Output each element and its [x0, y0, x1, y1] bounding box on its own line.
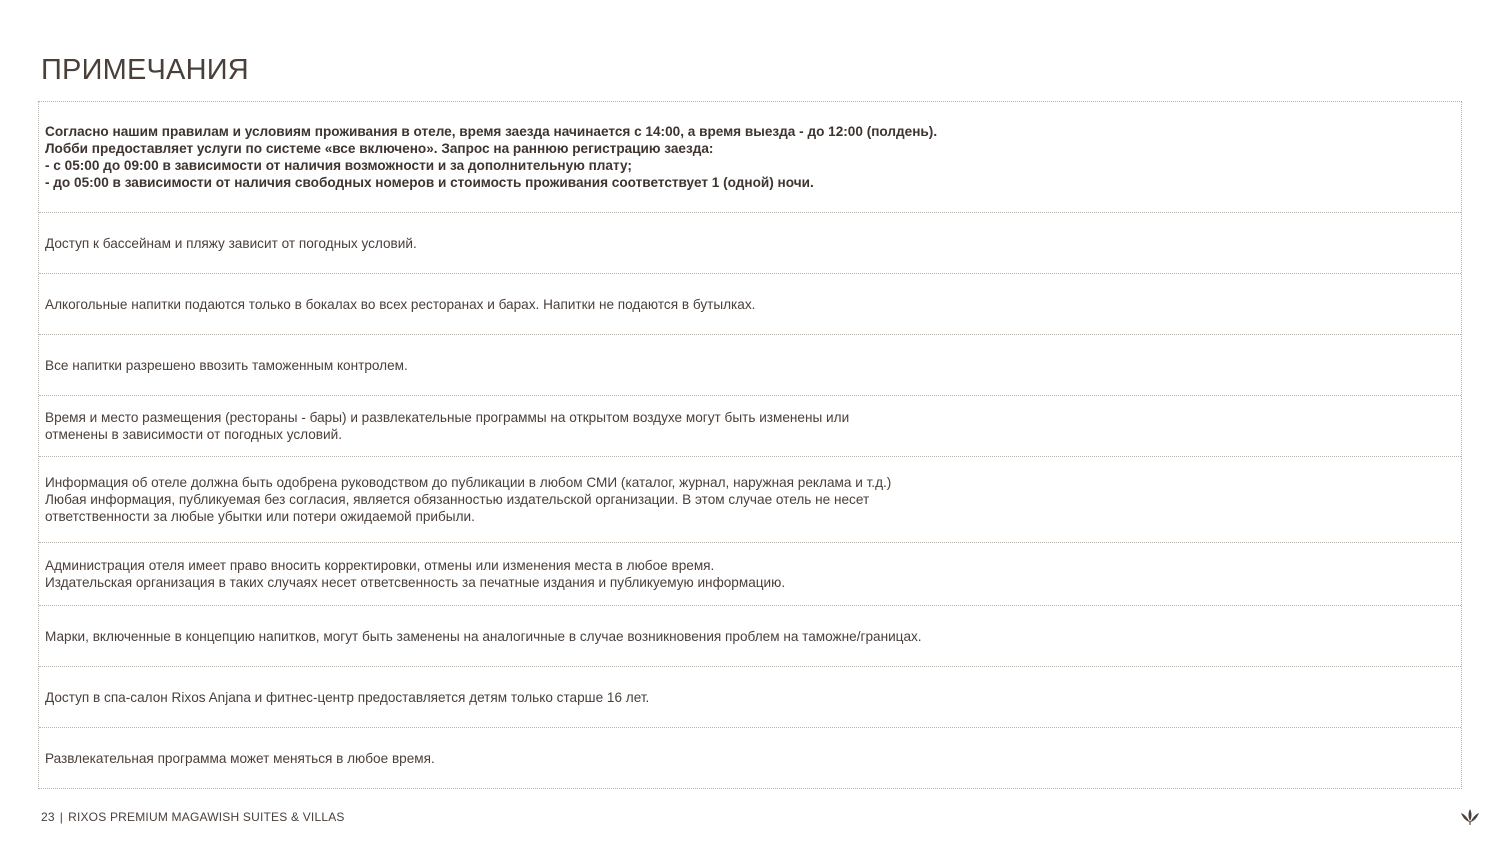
note-text: Время и место размещения (рестораны - бары) и развлекательные программы на открытом воздухе могут быть изменены или отменены в зависимости от погодных условий. — [45, 410, 850, 442]
page-footer — [41, 810, 345, 824]
note-row-alcohol — [39, 274, 1461, 335]
notes-table — [38, 101, 1462, 789]
note-text: Развлекательная программа может меняться в любое время. — [45, 750, 435, 766]
note-text: Алкогольные напитки подаются только в бокалах во всех ресторанах и барах. Напитки не подаются в бутылках. — [45, 296, 756, 312]
page-number: 23 — [41, 810, 55, 824]
note-text: Информация об отеле должна быть одобрена руководством до публикации в любом СМИ (каталог, журнал, наружная реклама и т.д.) Любая информация, публикуемая без согласия, является обязанностью издательской организации. В этом случае отель не несет ответственности за любые убытки или потери ожидаемой прибыли. — [45, 475, 892, 524]
note-row-weather-programs — [39, 396, 1461, 457]
footer-separator: | — [59, 810, 64, 824]
note-row-brands — [39, 606, 1461, 667]
page-title: ПРИМЕЧАНИЯ — [41, 54, 249, 86]
note-row-administration — [39, 543, 1461, 606]
hotel-name: RIXOS PREMIUM MAGAWISH SUITES & VILLAS — [68, 810, 345, 824]
note-row-spa-access — [39, 667, 1461, 728]
note-row-media-info — [39, 457, 1461, 543]
note-row-drinks-import — [39, 335, 1461, 396]
note-text: Все напитки разрешено ввозить таможенным контролем. — [45, 357, 408, 373]
note-text: Согласно нашим правилам и условиям проживания в отеле, время заезда начинается с 14:00, а время выезда - до 12:00 (полдень). Лобби предоставляет услуги по системе «все включено». Запрос на раннюю регистрацию заезда: - с 05:00 до 09:00 в зависимости от наличия возможности и за дополнительную плату; - до 05:00 в зависимости от наличия свободных номеров и стоимость проживания соответствует 1 (одной) ночи. — [45, 124, 938, 190]
note-text: Доступ к бассейнам и пляжу зависит от погодных условий. — [45, 235, 417, 251]
note-row-entertainment — [39, 728, 1461, 788]
rixos-tulip-logo-icon — [1460, 808, 1480, 826]
note-row-pool-beach — [39, 213, 1461, 274]
note-text: Администрация отеля имеет право вносить корректировки, отмены или изменения места в любое время. Издательская организация в таких случаях несет ответсвенность за печатные издания и публикуемую информацию. — [45, 558, 786, 590]
note-text: Доступ в спа-салон Rixos Anjana и фитнес-центр предоставляется детям только старше 16 лет. — [45, 689, 650, 705]
note-row-checkin — [39, 102, 1461, 213]
note-text: Марки, включенные в концепцию напитков, могут быть заменены на аналогичные в случае возникновения проблем на таможне/границах. — [45, 628, 922, 644]
